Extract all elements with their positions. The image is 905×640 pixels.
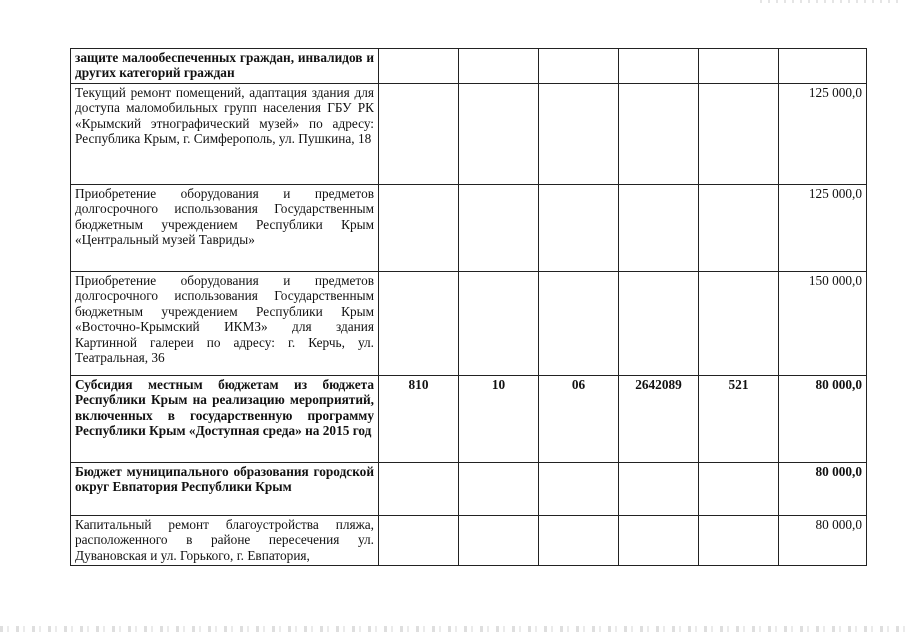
table-row <box>71 272 867 376</box>
cell-expense-type-code <box>699 185 779 272</box>
cell-amount: 80 000,0 <box>779 463 867 516</box>
scan-artifact-top <box>760 0 900 3</box>
cell-amount: 125 000,0 <box>779 84 867 185</box>
scan-artifact-bottom <box>0 626 905 632</box>
cell-subsection-code <box>539 84 619 185</box>
table-row <box>71 49 867 84</box>
cell-subsection-code <box>539 49 619 84</box>
cell-ministry-code <box>379 84 459 185</box>
row-description: Текущий ремонт помещений, адаптация здания для доступа маломобильных групп населения ГБУ РК «Крымский этнографический музей» по адресу: Республика Крым, г. Симферополь, ул. Пушкина, 18 <box>71 84 379 185</box>
cell-ministry-code <box>379 49 459 84</box>
cell-target-code: 2642089 <box>619 376 699 463</box>
cell-target-code <box>619 463 699 516</box>
cell-target-code <box>619 272 699 376</box>
cell-amount: 125 000,0 <box>779 185 867 272</box>
cell-ministry-code <box>379 463 459 516</box>
cell-subsection-code <box>539 272 619 376</box>
row-description: защите малообеспеченных граждан, инвалидов и других категорий граждан <box>71 49 379 84</box>
row-description: Субсидия местным бюджетам из бюджета Республики Крым на реализацию мероприятий, включенных в государственную программу Республики Крым «Доступная среда» на 2015 год <box>71 376 379 463</box>
cell-expense-type-code <box>699 516 779 566</box>
cell-expense-type-code <box>699 49 779 84</box>
cell-amount <box>779 49 867 84</box>
cell-amount: 80 000,0 <box>779 376 867 463</box>
row-description: Приобретение оборудования и предметов долгосрочного использования Государственным бюджетным учреждением Республики Крым «Центральный музей Тавриды» <box>71 185 379 272</box>
cell-ministry-code: 810 <box>379 376 459 463</box>
cell-expense-type-code <box>699 272 779 376</box>
cell-subsection-code <box>539 185 619 272</box>
cell-section-code <box>459 463 539 516</box>
cell-target-code <box>619 185 699 272</box>
cell-target-code <box>619 84 699 185</box>
cell-target-code <box>619 49 699 84</box>
budget-table <box>70 48 867 566</box>
cell-section-code <box>459 272 539 376</box>
cell-ministry-code <box>379 185 459 272</box>
cell-subsection-code: 06 <box>539 376 619 463</box>
table-row <box>71 185 867 272</box>
cell-amount: 80 000,0 <box>779 516 867 566</box>
cell-section-code <box>459 84 539 185</box>
cell-subsection-code <box>539 516 619 566</box>
row-description: Бюджет муниципального образования городской округ Евпатория Республики Крым <box>71 463 379 516</box>
cell-section-code <box>459 516 539 566</box>
cell-section-code: 10 <box>459 376 539 463</box>
cell-section-code <box>459 49 539 84</box>
cell-expense-type-code: 521 <box>699 376 779 463</box>
table-row <box>71 463 867 516</box>
cell-target-code <box>619 516 699 566</box>
cell-amount: 150 000,0 <box>779 272 867 376</box>
cell-ministry-code <box>379 272 459 376</box>
cell-subsection-code <box>539 463 619 516</box>
row-description: Капитальный ремонт благоустройства пляжа, расположенного в районе пересечения ул. Дувановская и ул. Горького, г. Евпатория, <box>71 516 379 566</box>
table-row <box>71 516 867 566</box>
cell-section-code <box>459 185 539 272</box>
cell-ministry-code <box>379 516 459 566</box>
table-row <box>71 376 867 463</box>
row-description: Приобретение оборудования и предметов долгосрочного использования Государственным бюджетным учреждением Республики Крым «Восточно-Крымский ИКМЗ» для здания Картинной галереи по адресу: г. Керчь, ул. Театральная, 36 <box>71 272 379 376</box>
cell-expense-type-code <box>699 463 779 516</box>
table-row <box>71 84 867 185</box>
cell-expense-type-code <box>699 84 779 185</box>
